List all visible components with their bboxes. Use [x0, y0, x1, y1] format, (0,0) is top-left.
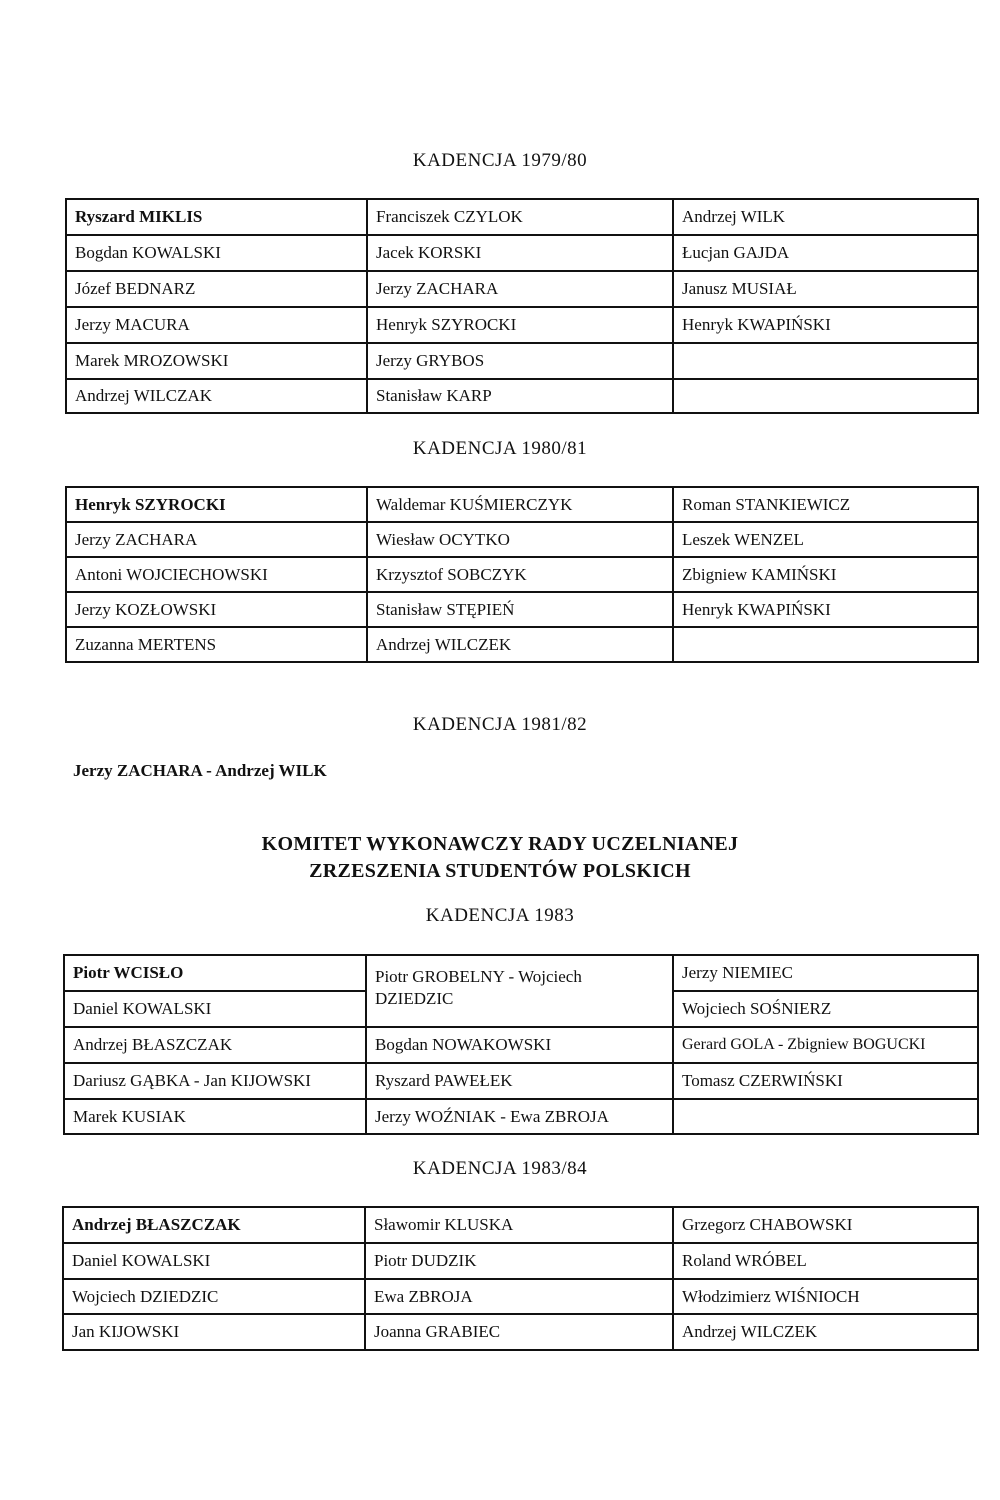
- table-row: [66, 379, 978, 413]
- table-kadencja-1979-80: [65, 198, 979, 414]
- table-cell: Daniel KOWALSKI: [64, 991, 366, 1027]
- table-cell: Zuzanna MERTENS: [66, 627, 367, 662]
- table-cell: Włodzimierz WIŚNIOCH: [673, 1279, 978, 1314]
- table-cell: Tomasz CZERWIŃSKI: [673, 1063, 978, 1099]
- table-cell: [673, 1099, 978, 1134]
- table-row: [63, 1207, 978, 1243]
- table-row: [66, 307, 978, 343]
- table-cell: Jerzy GRYBOS: [367, 343, 673, 379]
- table-cell: Andrzej WILK: [673, 199, 978, 235]
- table-cell: Andrzej WILCZEK: [367, 627, 673, 662]
- table-cell: Bogdan KOWALSKI: [66, 235, 367, 271]
- table-cell: Jerzy KOZŁOWSKI: [66, 592, 367, 627]
- table-cell: Joanna GRABIEC: [365, 1314, 673, 1350]
- table-cell: Andrzej WILCZEK: [673, 1314, 978, 1350]
- table-cell: Henryk KWAPIŃSKI: [673, 592, 978, 627]
- heading-kadencja-1983-84: KADENCJA 1983/84: [412, 1158, 588, 1179]
- table-cell: [673, 627, 978, 662]
- table-cell: Antoni WOJCIECHOWSKI: [66, 557, 367, 592]
- committee-title: [0, 831, 1000, 885]
- table-cell: Daniel KOWALSKI: [63, 1243, 365, 1279]
- committee-title-line-2: ZRZESZENIA STUDENTÓW POLSKICH: [309, 860, 691, 882]
- table-cell: Ryszard PAWEŁEK: [366, 1063, 673, 1099]
- table-cell: Henryk KWAPIŃSKI: [673, 307, 978, 343]
- table-cell: Jerzy ZACHARA: [66, 522, 367, 557]
- table-row: [66, 592, 978, 627]
- table-cell: Leszek WENZEL: [673, 522, 978, 557]
- committee-title-line-1: KOMITET WYKONAWCZY RADY UCZELNIANEJ: [261, 833, 739, 855]
- table-cell-merged: Piotr GROBELNY - Wojciech DZIEDZIC: [366, 955, 673, 1027]
- table-row: [64, 1099, 978, 1134]
- table-row: [66, 557, 978, 592]
- heading-kadencja-1979-80: KADENCJA 1979/80: [412, 150, 588, 171]
- table-cell: Marek MROZOWSKI: [66, 343, 367, 379]
- table-cell: Henryk SZYROCKI: [367, 307, 673, 343]
- table-cell: Jerzy WOŹNIAK - Ewa ZBROJA: [366, 1099, 673, 1134]
- table-cell: Stanisław STĘPIEŃ: [367, 592, 673, 627]
- table-cell: Jerzy MACURA: [66, 307, 367, 343]
- table-cell: Andrzej BŁASZCZAK: [64, 1027, 366, 1063]
- table-cell: Dariusz GĄBKA - Jan KIJOWSKI: [64, 1063, 366, 1099]
- table-row: [63, 1279, 978, 1314]
- table-row: [66, 627, 978, 662]
- table-cell: Roman STANKIEWICZ: [673, 487, 978, 522]
- table-row: [64, 955, 978, 991]
- table-cell: Sławomir KLUSKA: [365, 1207, 673, 1243]
- table-row: [66, 199, 978, 235]
- table-cell: Piotr WCISŁO: [64, 955, 366, 991]
- table-row: [64, 1027, 978, 1063]
- table-row: [66, 271, 978, 307]
- table-cell: Stanisław KARP: [367, 379, 673, 413]
- table-cell: Ewa ZBROJA: [365, 1279, 673, 1314]
- table-row: [66, 343, 978, 379]
- table-cell: Roland WRÓBEL: [673, 1243, 978, 1279]
- table-cell: Wojciech DZIEDZIC: [63, 1279, 365, 1314]
- table-cell: Piotr DUDZIK: [365, 1243, 673, 1279]
- table-cell: Ryszard MIKLIS: [66, 199, 367, 235]
- table-kadencja-1983-84: [62, 1206, 979, 1351]
- kadencja-1981-82-members: Jerzy ZACHARA - Andrzej WILK: [73, 761, 327, 780]
- table-cell: Janusz MUSIAŁ: [673, 271, 978, 307]
- table-cell: Bogdan NOWAKOWSKI: [366, 1027, 673, 1063]
- table-cell: Zbigniew KAMIŃSKI: [673, 557, 978, 592]
- table-cell: Wojciech SOŚNIERZ: [673, 991, 978, 1027]
- table-row: [66, 235, 978, 271]
- heading-kadencja-1981-82: KADENCJA 1981/82: [412, 714, 588, 735]
- table-row: [66, 487, 978, 522]
- table-cell: [673, 379, 978, 413]
- table-row: [66, 522, 978, 557]
- table-row: [63, 1314, 978, 1350]
- table-row: [63, 1243, 978, 1279]
- table-kadencja-1983: [63, 954, 979, 1135]
- table-cell: Franciszek CZYLOK: [367, 199, 673, 235]
- heading-kadencja-1980-81: KADENCJA 1980/81: [412, 438, 588, 459]
- table-cell: Jerzy NIEMIEC: [673, 955, 978, 991]
- table-cell: Krzysztof SOBCZYK: [367, 557, 673, 592]
- table-cell: Henryk SZYROCKI: [66, 487, 367, 522]
- table-kadencja-1980-81: [65, 486, 979, 663]
- table-cell: Andrzej WILCZAK: [66, 379, 367, 413]
- table-cell: Gerard GOLA - Zbigniew BOGUCKI: [673, 1027, 978, 1063]
- table-cell: Jacek KORSKI: [367, 235, 673, 271]
- heading-kadencja-1983: KADENCJA 1983: [425, 905, 575, 926]
- table-cell: Łucjan GAJDA: [673, 235, 978, 271]
- table-cell: Jerzy ZACHARA: [367, 271, 673, 307]
- table-cell: Andrzej BŁASZCZAK: [63, 1207, 365, 1243]
- table-cell: Józef BEDNARZ: [66, 271, 367, 307]
- table-cell: Marek KUSIAK: [64, 1099, 366, 1134]
- table-row: [64, 1063, 978, 1099]
- table-cell: Waldemar KUŚMIERCZYK: [367, 487, 673, 522]
- table-cell: Wiesław OCYTKO: [367, 522, 673, 557]
- table-cell: Jan KIJOWSKI: [63, 1314, 365, 1350]
- table-cell: Grzegorz CHABOWSKI: [673, 1207, 978, 1243]
- table-cell: [673, 343, 978, 379]
